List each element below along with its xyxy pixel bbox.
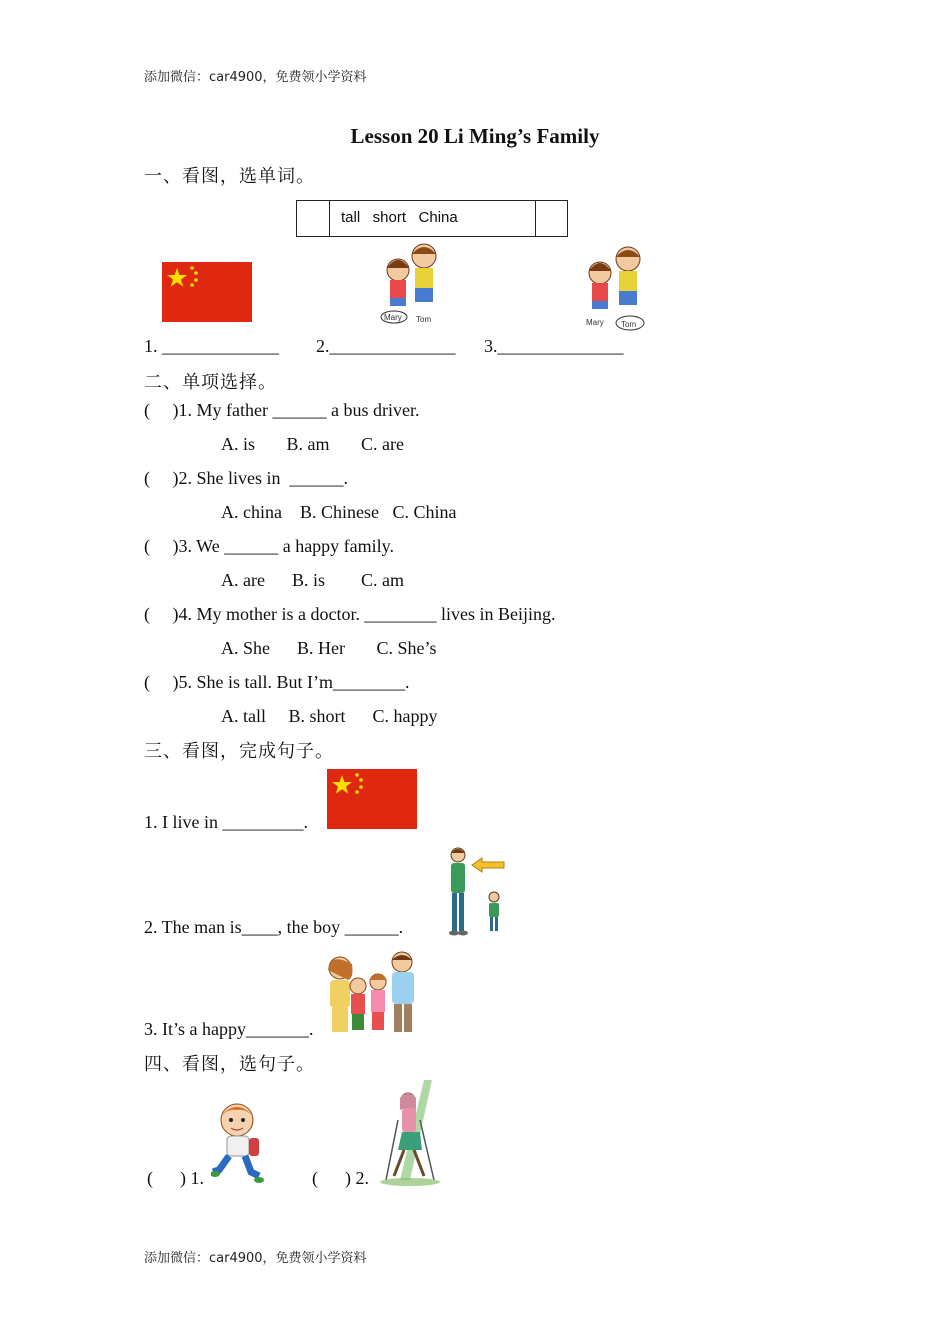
word-bank-left-cell	[297, 201, 330, 236]
pic2-label-tom: Tom	[416, 315, 432, 324]
word-bank-box	[296, 200, 568, 237]
part3-sentence-1[interactable]: 1. I live in _________.	[144, 812, 308, 832]
question-5-stem[interactable]: ( )5. She is tall. But I’m________.	[144, 672, 410, 692]
china-flag-image-2	[327, 769, 417, 829]
page-title: Lesson 20 Li Ming’s Family	[350, 124, 600, 148]
question-1-options: A. is B. am C. are	[221, 434, 404, 454]
part3-sentence-2[interactable]: 2. The man is____, the boy ______.	[144, 917, 404, 937]
question-4-options: A. She B. Her C. She’s	[221, 638, 437, 658]
part3-heading: 三、看图，完成句子。	[144, 741, 334, 762]
pic2-label-mary: Mary	[384, 313, 402, 322]
part4-item-2[interactable]: ( ) 2.	[312, 1168, 369, 1188]
woman-hiking-image	[380, 1080, 442, 1188]
tall-man-short-boy-image	[442, 845, 508, 937]
part1-blank-2[interactable]: 2.______________	[316, 336, 456, 356]
happy-family-image	[322, 950, 426, 1038]
part2-heading: 二、单项选择。	[144, 372, 277, 393]
footer-note: 添加微信：car4900，免费领小学资料	[144, 1251, 367, 1266]
part1-blank-3[interactable]: 3.______________	[484, 336, 624, 356]
part1-blank-1[interactable]: 1. _____________	[144, 336, 279, 356]
part1-heading: 一、看图，选单词。	[144, 166, 315, 187]
part3-sentence-3[interactable]: 3. It’s a happy_______.	[144, 1019, 314, 1039]
pic3-label-tom: Tom	[621, 320, 637, 329]
question-2-options: A. china B. Chinese C. China	[221, 502, 457, 522]
word-bank-text: tall short China	[341, 209, 458, 226]
part4-heading: 四、看图，选句子。	[144, 1054, 315, 1075]
question-3-stem[interactable]: ( )3. We ______ a happy family.	[144, 536, 394, 556]
part4-item-1[interactable]: ( ) 1.	[147, 1168, 204, 1188]
question-4-stem[interactable]: ( )4. My mother is a doctor. ________ lives in Beijing.	[144, 604, 556, 624]
boy-running-image	[211, 1098, 267, 1188]
question-3-options: A. are B. is C. am	[221, 570, 404, 590]
kids-tom-highlighted-image	[580, 243, 650, 333]
question-5-options: A. tall B. short C. happy	[221, 706, 438, 726]
question-1-stem[interactable]: ( )1. My father ______ a bus driver.	[144, 400, 420, 420]
kids-mary-highlighted-image	[376, 240, 446, 326]
china-flag-image	[162, 262, 252, 322]
header-note: 添加微信：car4900，免费领小学资料	[144, 70, 367, 85]
word-bank-right-divider	[535, 201, 536, 236]
pic3-label-mary: Mary	[586, 318, 604, 327]
question-2-stem[interactable]: ( )2. She lives in ______.	[144, 468, 348, 488]
